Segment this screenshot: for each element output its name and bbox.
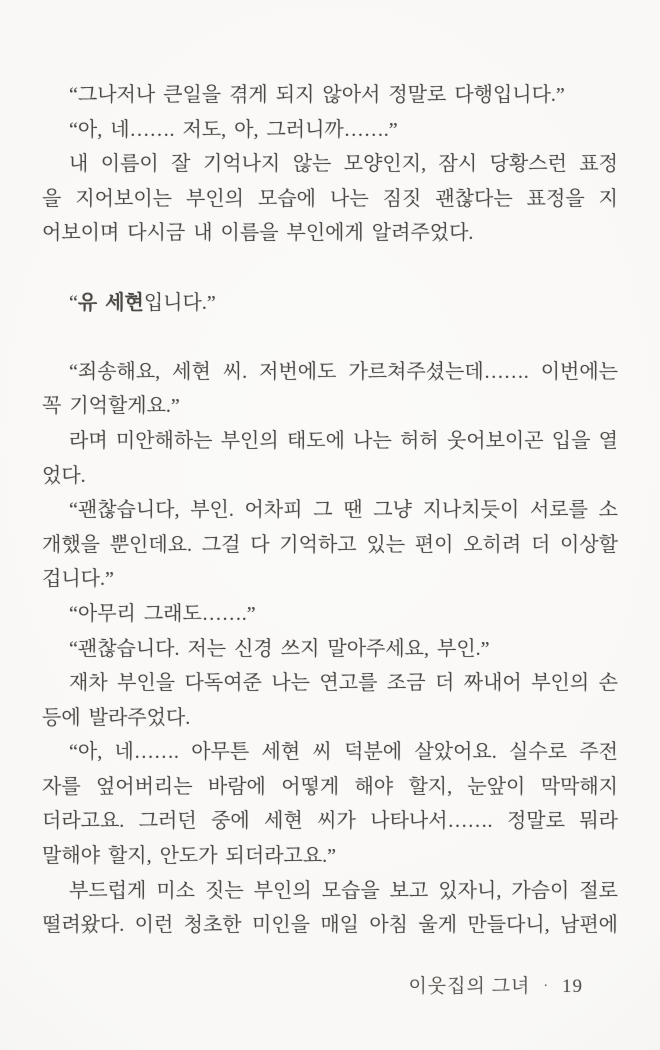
body-text bbox=[42, 78, 618, 943]
text-line: “괜찮습니다. 저는 신경 쓰지 말아주세요, 부인.” bbox=[69, 637, 490, 660]
blank-line bbox=[42, 320, 618, 355]
text-line: 부드럽게 미소 짓는 부인의 모습을 보고 있자니, 가슴이 절로 bbox=[69, 879, 618, 902]
text-line: “죄송해요, 세현 씨. 저번에도 가르쳐주셨는데……. 이번에는 bbox=[69, 360, 618, 383]
text-line: 어보이며 다시금 내 이름을 부인에게 알려주었다. bbox=[42, 222, 474, 245]
text-line: “괜찮습니다, 부인. 어차피 그 땐 그냥 지나치듯이 서로를 소 bbox=[69, 499, 618, 522]
text-line: 더라고요. 그러던 중에 세현 씨가 나타나서……. 정말로 뭐라 bbox=[42, 810, 618, 833]
text-line: 을 지어보이는 부인의 모습에 나는 짐짓 괜찮다는 표정을 지 bbox=[42, 187, 618, 210]
emphasized-name: 유 세현 bbox=[77, 291, 144, 314]
text-line bbox=[42, 286, 618, 321]
text-line: 겁니다.” bbox=[42, 568, 114, 591]
text-line: 자를 엎어버리는 바람에 어떻게 해야 할지, 눈앞이 막막해지 bbox=[42, 775, 618, 798]
text-line: 개했을 뿐인데요. 그걸 다 기억하고 있는 편이 오히려 더 이상할 bbox=[42, 533, 618, 556]
text-line: “그나저나 큰일을 겪게 되지 않아서 정말로 다행입니다.” bbox=[69, 84, 565, 106]
page-number: 19 bbox=[562, 976, 583, 997]
text-line: 내 이름이 잘 기억나지 않는 모양인지, 잠시 당황스런 표정 bbox=[69, 153, 618, 176]
text-line: 떨려왔다. 이런 청초한 미인을 매일 아침 울게 만들다니, 남편에 bbox=[42, 914, 618, 937]
text-run: 입니다.” bbox=[143, 291, 216, 314]
text-line: 재차 부인을 다독여준 나는 연고를 조금 더 짜내어 부인의 손 bbox=[69, 672, 618, 695]
text-line: 라며 미안해하는 부인의 태도에 나는 허허 웃어보이곤 입을 열 bbox=[69, 429, 618, 452]
separator-dot-icon: · bbox=[543, 979, 549, 994]
text-run: “ bbox=[69, 291, 78, 314]
text-line: 었다. bbox=[42, 464, 86, 487]
text-line: 등에 발라주었다. bbox=[42, 706, 191, 729]
text-line: 꼭 기억할게요.” bbox=[42, 395, 180, 418]
text-line: “아, 네……. 저도, 아, 그러니까…….” bbox=[69, 118, 398, 141]
page-footer bbox=[408, 971, 583, 998]
text-line: “아, 네……. 아무튼 세현 씨 덕분에 살았어요. 실수로 주전 bbox=[69, 741, 618, 764]
blank-line bbox=[42, 251, 618, 286]
text-line: “아무리 그래도…….” bbox=[69, 602, 256, 625]
text-line: 말해야 할지, 안도가 되더라고요.” bbox=[42, 845, 337, 868]
running-title: 이웃집의 그녀 bbox=[408, 976, 531, 997]
